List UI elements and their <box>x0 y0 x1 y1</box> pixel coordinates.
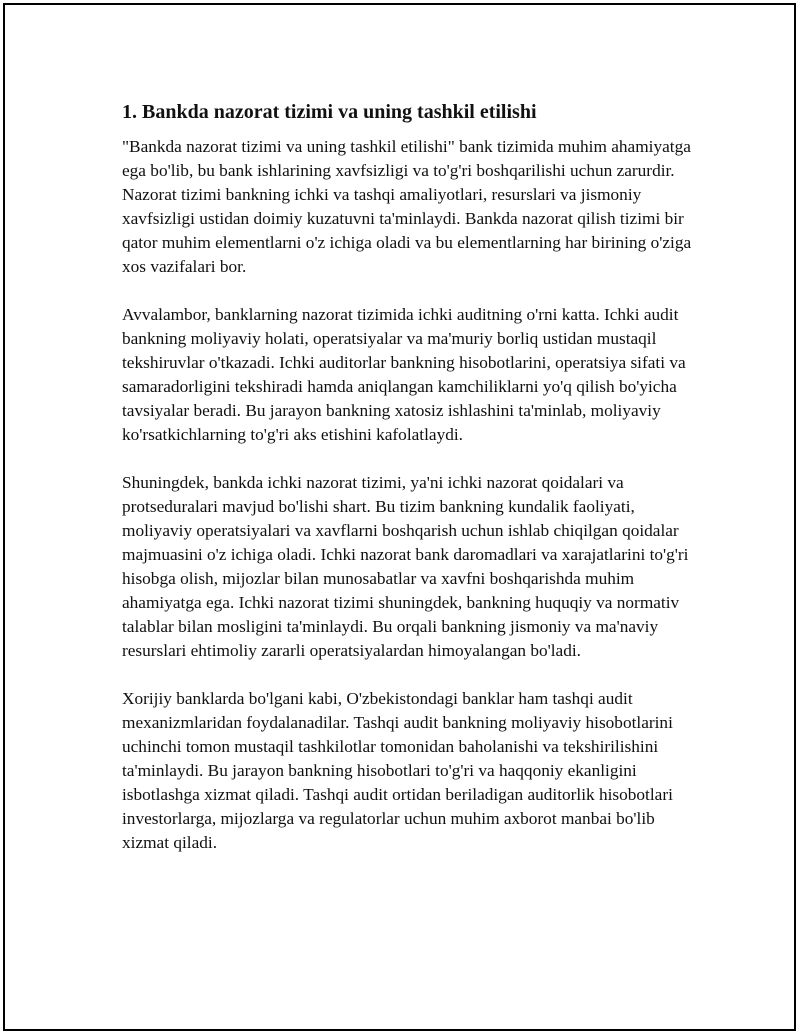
paragraph-external-audit: Xorijiy banklarda bo'lgani kabi, O'zbekistondagi banklar ham tashqi audit mexanizmlaridan foydalanadilar. Tashqi audit bankning moliyaviy hisobotlarini uchinchi tomon mustaqil tashkilotlar tomonidan baholanishi va tekshirilishini ta'minlaydi. Bu jarayon bankning hisobotlari to'g'ri va haqqoniy ekanligini isbotlashga xizmat qiladi. Tashqi audit ortidan beriladigan auditorlik hisobotlari investorlarga, mijozlarga va regulatorlar uchun muhim axborot manbai bo'lib xizmat qiladi. <box>122 689 673 852</box>
document-body <box>122 100 692 879</box>
paragraph-internal-audit: Avvalambor, banklarning nazorat tizimida ichki auditning o'rni katta. Ichki audit bankning moliyaviy holati, operatsiyalar va ma'muriy borliq ustidan mustaqil tekshiruvlar o'tkazadi. Ichki auditorlar bankning hisobotlarini, operatsiya sifati va samaradorligini tekshiradi hamda aniqlangan kamchiliklarni yo'q qilish bo'yicha tavsiyalar beradi. Bu jarayon bankning xatosiz ishlashini ta'minlab, moliyaviy ko'rsatkichlarning to'g'ri aks etishini kafolatlaydi. <box>122 305 686 444</box>
section-heading: 1. Bankda nazorat tizimi va uning tashkil etilishi <box>122 101 537 123</box>
paragraph-internal-control: Shuningdek, bankda ichki nazorat tizimi, ya'ni ichki nazorat qoidalari va protseduralari mavjud bo'lishi shart. Bu tizim bankning kundalik faoliyati, moliyaviy operatsiyalari va xavflarni boshqarish uchun ishlab chiqilgan qoidalar majmuasini o'z ichiga oladi. Ichki nazorat bank daromadlari va xarajatlarini to'g'ri hisobga olish, mijozlar bilan munosabatlar va xavfni boshqarishda muhim ahamiyatga ega. Ichki nazorat tizimi shuningdek, bankning huquqiy va normativ talablar bilan mosligini ta'minlaydi. Bu orqali bankning jismoniy va ma'naviy resurslari ehtimoliy zararli operatsiyalardan himoyalangan bo'ladi. <box>122 473 689 660</box>
page-frame <box>3 3 796 1031</box>
paragraph-intro: "Bankda nazorat tizimi va uning tashkil etilishi" bank tizimida muhim ahamiyatga ega bo'lib, bu bank ishlarining xavfsizligi va to'g'ri boshqarilishi uchun zarurdir. Nazorat tizimi bankning ichki va tashqi amaliyotlari, resurslari va jismoniy xavfsizligi ustidan doimiy kuzatuvni ta'minlaydi. Bankda nazorat qilish tizimi bir qator muhim elementlarni o'z ichiga oladi va bu elementlarning har birining o'ziga xos vazifalari bor. <box>122 137 692 276</box>
